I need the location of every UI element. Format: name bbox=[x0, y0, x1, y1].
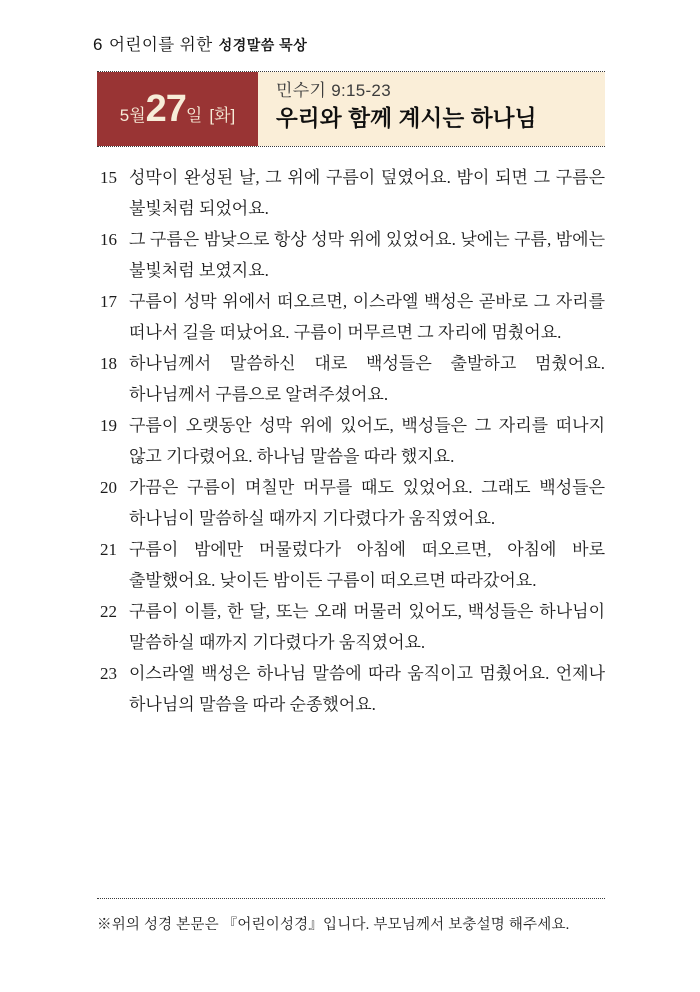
verse-number: 21 bbox=[100, 540, 117, 559]
footer-note bbox=[97, 898, 605, 934]
devotion-title: 우리와 함께 계시는 하나님 bbox=[276, 106, 537, 131]
page-number: 6 bbox=[93, 35, 103, 54]
devotion-header-banner bbox=[97, 71, 605, 147]
verse-item-17 bbox=[100, 286, 605, 348]
verse-number: 23 bbox=[100, 664, 117, 683]
date-weekday: [화] bbox=[209, 106, 236, 125]
verse-text: 하나님께서 말씀하신 대로 백성들은 출발하고 멈췄어요. 하나님께서 구름으로 알려주셨어요. bbox=[129, 354, 605, 404]
date-day-number: 27 bbox=[145, 88, 186, 130]
verse-text: 성막이 완성된 날, 그 위에 구름이 덮였어요. 밤이 되면 그 구름은 불빛처럼 되었어요. bbox=[129, 168, 605, 218]
date-day-suffix: 일 bbox=[185, 106, 203, 125]
verse-number: 20 bbox=[100, 478, 117, 497]
passage-reference: 민수기 9:15-23 bbox=[276, 81, 391, 100]
verse-number: 18 bbox=[100, 354, 117, 373]
verse-item-15 bbox=[100, 162, 605, 224]
verse-text: 구름이 성막 위에서 떠오르면, 이스라엘 백성은 곧바로 그 자리를 떠나서 길을 떠났어요. 구름이 머무르면 그 자리에 멈췄어요. bbox=[129, 292, 605, 342]
date-box bbox=[97, 72, 258, 146]
book-title-main: 어린이를 위한 bbox=[108, 36, 213, 54]
title-box bbox=[258, 72, 605, 146]
verse-text: 구름이 오랫동안 성막 위에 있어도, 백성들은 그 자리를 떠나지 않고 기다렸어요. 하나님 말씀을 따라 했지요. bbox=[129, 416, 605, 466]
verse-list bbox=[100, 162, 605, 720]
verse-text: 구름이 이틀, 한 달, 또는 오래 머물러 있어도, 백성들은 하나님이 말씀하실 때까지 기다렸다가 움직였어요. bbox=[129, 602, 605, 652]
verse-number: 16 bbox=[100, 230, 117, 249]
verse-text: 그 구름은 밤낮으로 항상 성막 위에 있었어요. 낮에는 구름, 밤에는 불빛처럼 보였지요. bbox=[129, 230, 605, 280]
verse-item-19 bbox=[100, 410, 605, 472]
verse-text: 구름이 밤에만 머물렀다가 아침에 떠오르면, 아침에 바로 출발했어요. 낮이든 밤이든 구름이 떠오르면 따라갔어요. bbox=[129, 540, 605, 590]
book-title-sub: 성경말씀 묵상 bbox=[218, 37, 308, 53]
verse-item-20 bbox=[100, 472, 605, 534]
verse-text: 이스라엘 백성은 하나님 말씀에 따라 움직이고 멈췄어요. 언제나 하나님의 말씀을 따라 순종했어요. bbox=[129, 664, 605, 714]
verse-item-16 bbox=[100, 224, 605, 286]
verse-text: 가끔은 구름이 며칠만 머무를 때도 있었어요. 그래도 백성들은 하나님이 말씀하실 때까지 기다렸다가 움직였어요. bbox=[129, 478, 605, 528]
date-month: 5월 bbox=[119, 106, 146, 125]
verse-number: 15 bbox=[100, 168, 117, 187]
verse-number: 22 bbox=[100, 602, 117, 621]
verse-item-21 bbox=[100, 534, 605, 596]
running-head bbox=[93, 31, 307, 55]
verse-item-22 bbox=[100, 596, 605, 658]
verse-number: 19 bbox=[100, 416, 117, 435]
verse-item-23 bbox=[100, 658, 605, 720]
verse-item-18 bbox=[100, 348, 605, 410]
footer-note-text: ※위의 성경 본문은 『어린이성경』입니다. 부모님께서 보충설명 해주세요. bbox=[97, 917, 570, 933]
verse-number: 17 bbox=[100, 292, 117, 311]
